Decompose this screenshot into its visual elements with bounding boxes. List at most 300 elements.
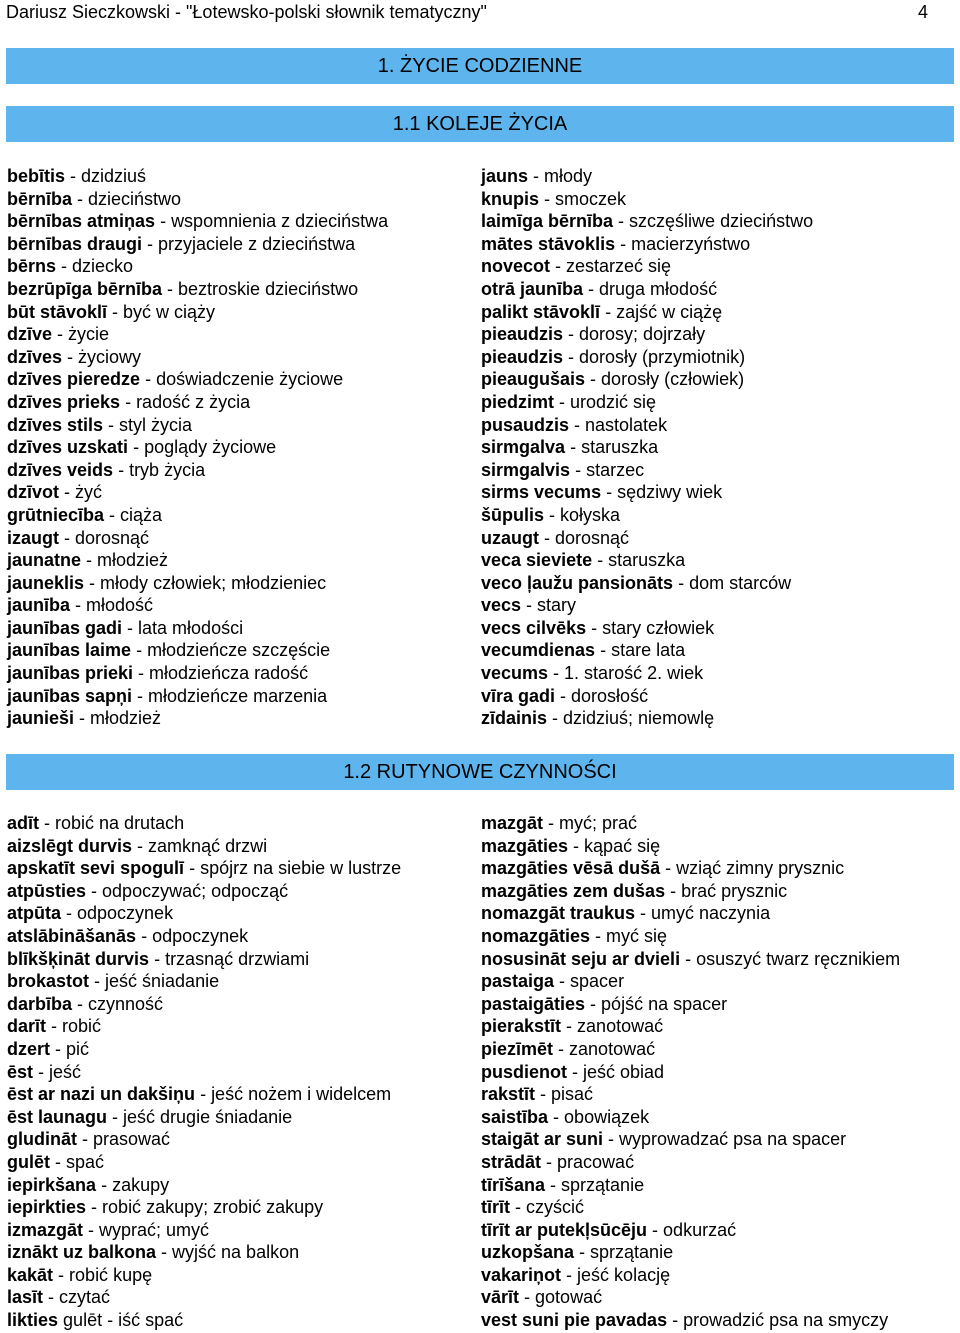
dictionary-entry (481, 255, 813, 278)
dictionary-entry (7, 323, 388, 346)
entry-term: laimīga bērnība (481, 211, 614, 232)
entry-term: iepirkties (7, 1197, 87, 1218)
entry-separator: - (592, 550, 609, 571)
entry-term: bezrūpīga bērnība (7, 278, 163, 299)
entry-definition: gotować (535, 1287, 603, 1308)
entry-definition: kąpać się (584, 835, 661, 856)
entry-definition: sprzątanie (561, 1174, 645, 1195)
entry-separator: - (667, 1310, 684, 1331)
entry-definition: dzidziuś (81, 166, 147, 186)
dictionary-entry (7, 278, 388, 301)
dictionary-entry (481, 527, 813, 550)
section-heading-1: 1.1 KOLEJE ŻYCIA (6, 106, 954, 142)
entry-definition: wyprowadzać psa na spacer (619, 1129, 847, 1150)
dictionary-entry (481, 1286, 900, 1309)
entry-definition: młody (544, 166, 593, 186)
entry-separator: - (131, 640, 148, 661)
entry-definition: wyprać; umyć (99, 1219, 210, 1240)
entry-definition: zestarzeć się (566, 256, 672, 277)
entry-term: pusdienot (481, 1061, 567, 1082)
entry-separator: - (567, 1061, 583, 1082)
dictionary-entry (7, 970, 401, 993)
entry-term: kakāt (7, 1264, 54, 1285)
entry-definition: tryb życia (129, 459, 206, 480)
entry-term: sirmgalvis (481, 459, 571, 480)
entry-definition: robić zakupy; zrobić zakupy (102, 1197, 324, 1218)
dictionary-entry (481, 1264, 900, 1287)
section-2-left-column (7, 812, 401, 1332)
entry-term: vārīt (481, 1287, 520, 1308)
dictionary-entry (481, 549, 813, 572)
entry-term: tīrīt ar putekļsūcēju (481, 1219, 648, 1240)
entry-definition: druga młodość (599, 278, 718, 299)
entry-definition: radość z życia (136, 391, 251, 412)
entry-definition: trzasnąć drzwiami (165, 948, 310, 969)
entry-definition: zanotować (577, 1016, 664, 1037)
entry-definition: młodzieńcza radość (149, 663, 309, 684)
dictionary-entry (481, 1174, 900, 1197)
entry-separator: - (59, 527, 75, 548)
entry-separator: - (83, 1219, 100, 1240)
entry-definition: wziąć zimny prysznic (676, 858, 845, 879)
entry-definition: myć; prać (559, 813, 638, 833)
entry-definition: iść spać (118, 1310, 184, 1331)
dictionary-entry (481, 233, 813, 256)
dictionary-entry (481, 1151, 900, 1174)
entry-term: ēst (7, 1061, 34, 1082)
entry-definition: szczęśliwe dzieciństwo (629, 211, 814, 232)
dictionary-entry (7, 948, 401, 971)
entry-definition: dziecko (72, 256, 134, 277)
dictionary-entry (7, 1106, 401, 1129)
dictionary-entry (7, 1038, 401, 1061)
dictionary-entry (7, 414, 388, 437)
entry-definition: staruszka (581, 437, 659, 458)
dictionary-entry (481, 857, 900, 880)
dictionary-entry (7, 1264, 401, 1287)
dictionary-entry (7, 255, 388, 278)
dictionary-entry (481, 301, 813, 324)
entry-separator: - (89, 971, 106, 992)
dictionary-entry (7, 1241, 401, 1264)
entry-definition: jeść śniadanie (105, 971, 220, 992)
entry-term: mazgāties zem dušas (481, 880, 666, 901)
entry-term: brokastot (7, 971, 90, 992)
entry-separator: - (547, 708, 564, 729)
entry-term: pieaugušais (481, 369, 586, 390)
entry-separator: - (43, 1287, 60, 1308)
section-2-right-column (481, 812, 900, 1332)
section-1-right-column (481, 165, 813, 730)
entry-term: sirms vecums (481, 482, 602, 503)
entry-definition: pić (66, 1038, 90, 1059)
entry-separator: - (586, 617, 603, 638)
dictionary-entry (481, 459, 813, 482)
entry-separator: - (554, 391, 571, 412)
entry-separator: - (590, 925, 607, 946)
entry-definition: dorosłość (571, 685, 649, 706)
dictionary-entry (7, 1219, 401, 1242)
section-heading-2: 1.2 RUTYNOWE CZYNNOŚCI (6, 754, 954, 790)
dictionary-entry (481, 1309, 900, 1332)
entry-separator: - (585, 369, 602, 390)
dictionary-entry (481, 278, 813, 301)
entry-definition: odpoczynek (77, 903, 174, 924)
entry-term: likties (7, 1310, 59, 1331)
entry-separator: - (565, 437, 582, 458)
dictionary-entry (7, 707, 388, 730)
entry-separator: - (72, 993, 89, 1014)
entry-term: atslābināšanās (7, 925, 137, 946)
entry-definition: młody człowiek; młodzieniec (100, 572, 327, 593)
entry-term: dzīves prieks (7, 391, 121, 412)
dictionary-entry (481, 1083, 900, 1106)
entry-term-extra: gulēt (63, 1310, 103, 1331)
entry-separator: - (574, 1242, 591, 1263)
entry-term: jauneklis (7, 572, 85, 593)
entry-definition: być w ciąży (123, 301, 216, 322)
entry-definition: dorosnąć (555, 527, 630, 548)
dictionary-entry (7, 1196, 401, 1219)
entry-term: saistība (481, 1106, 549, 1127)
entry-separator: - (544, 504, 561, 525)
entry-separator: - (603, 1129, 620, 1150)
dictionary-entry (481, 368, 813, 391)
entry-term: nomazgāt traukus (481, 903, 636, 924)
entry-separator: - (554, 971, 571, 992)
entry-term: jaunības gadi (7, 617, 123, 638)
entry-separator: - (50, 1151, 66, 1172)
dictionary-entry (481, 391, 813, 414)
entry-term: staigāt ar suni (481, 1129, 604, 1150)
dictionary-entry (481, 323, 813, 346)
entry-term: pieaudzis (481, 346, 564, 367)
entry-separator: - (162, 278, 179, 299)
entry-term: jaunības sapņi (7, 685, 133, 706)
entry-term: aizslēgt durvis (7, 835, 133, 856)
entry-separator: - (136, 925, 153, 946)
dictionary-entry (7, 301, 388, 324)
entry-separator: - (521, 595, 538, 616)
entry-term: ēst launagu (7, 1106, 108, 1127)
entry-definition: czynność (88, 993, 164, 1014)
dictionary-entry (481, 481, 813, 504)
entry-term: atpūsties (7, 880, 87, 901)
entry-definition: młodzież (90, 708, 162, 729)
dictionary-entry (7, 165, 388, 188)
entry-term: otrā jaunība (481, 278, 584, 299)
entry-definition: spójrz na siebie w lustrze (200, 858, 402, 879)
entry-term: apskatīt sevi spogulī (7, 858, 185, 879)
entry-separator: - (563, 324, 580, 345)
entry-separator: - (39, 813, 56, 833)
entry-separator: - (569, 414, 586, 435)
chapter-heading: 1. ŻYCIE CODZIENNE (6, 48, 954, 84)
entry-term: vecs cilvēks (481, 617, 587, 638)
entry-term: sirmgalva (481, 437, 566, 458)
dictionary-entry (7, 549, 388, 572)
entry-separator: - (70, 595, 87, 616)
dictionary-entry (481, 639, 813, 662)
entry-separator: - (107, 1106, 124, 1127)
dictionary-entry (481, 1128, 900, 1151)
entry-separator: - (72, 188, 89, 209)
entry-separator: - (59, 482, 75, 503)
entry-term: uzkopšana (481, 1242, 575, 1263)
entry-separator: - (635, 903, 652, 924)
entry-term: vīra gadi (481, 685, 556, 706)
entry-definition: odpoczywać; odpocząć (102, 880, 289, 901)
entry-separator: - (535, 1084, 552, 1105)
entry-term: jaunības laime (7, 640, 132, 661)
entry-separator: - (56, 256, 73, 277)
entry-term: rakstīt (481, 1084, 536, 1105)
entry-term: šūpulis (481, 504, 545, 525)
entry-term: iepirkšana (7, 1174, 97, 1195)
entry-term: pastaiga (481, 971, 555, 992)
entry-definition: robić (62, 1016, 102, 1037)
entry-term: pierakstīt (481, 1016, 562, 1037)
entry-term: nosusināt seju ar dvieli (481, 948, 681, 969)
entry-definition: prasować (93, 1129, 171, 1150)
entry-separator: - (149, 948, 166, 969)
entry-separator: - (555, 685, 572, 706)
entry-separator: - (539, 527, 555, 548)
entry-term: adīt (7, 813, 40, 833)
entry-separator: - (77, 1129, 93, 1150)
dictionary-entry (7, 210, 388, 233)
entry-separator: - (84, 572, 101, 593)
dictionary-entry (7, 685, 388, 708)
dictionary-entry (7, 391, 388, 414)
entry-separator: - (107, 301, 124, 322)
entry-definition: wyjść na balkon (172, 1242, 300, 1263)
entry-separator: - (74, 708, 91, 729)
entry-definition: dorosnąć (75, 527, 150, 548)
entry-definition: spać (66, 1151, 105, 1172)
entry-separator: - (550, 256, 567, 277)
entry-definition: doświadczenie życiowe (156, 369, 344, 390)
entry-definition: kołyska (560, 504, 621, 525)
entry-separator: - (140, 369, 157, 390)
entry-separator: - (601, 482, 618, 503)
entry-definition: dorosły (człowiek) (601, 369, 745, 390)
dictionary-entry (7, 233, 388, 256)
entry-term: jaunieši (7, 708, 75, 729)
entry-separator: - (510, 1197, 526, 1218)
entry-term: grūtniecība (7, 504, 105, 525)
entry-definition: młodzieńcze szczęście (147, 640, 331, 661)
entry-definition: zamknąć drzwi (148, 835, 268, 856)
dictionary-entry (481, 617, 813, 640)
entry-term: bērnības draugi (7, 233, 143, 254)
entry-separator: - (81, 550, 98, 571)
entry-term: dzīves pieredze (7, 369, 141, 390)
entry-separator: - (50, 1038, 67, 1059)
entry-separator: - (561, 1264, 578, 1285)
entry-term: jaunatne (7, 550, 82, 571)
entry-term: piedzimt (481, 391, 555, 412)
entry-separator: - (665, 880, 682, 901)
entry-term: izaugt (7, 527, 59, 548)
entry-definition: żyć (75, 482, 102, 503)
entry-term: bērnības atmiņas (7, 211, 156, 232)
entry-definition: spacer (570, 971, 625, 992)
entry-definition: dom starców (689, 572, 792, 593)
entry-definition: zajść w ciążę (616, 301, 723, 322)
entry-separator: - (65, 166, 82, 186)
entry-definition: starzec (586, 459, 645, 480)
entry-separator: - (660, 858, 677, 879)
entry-definition: stary (537, 595, 577, 616)
entry-definition: stary człowiek (602, 617, 715, 638)
entry-term: dzīves uzskati (7, 437, 129, 458)
dictionary-entry (481, 504, 813, 527)
entry-term: vecumdienas (481, 640, 596, 661)
dictionary-entry (7, 902, 401, 925)
entry-definition: zanotować (569, 1038, 656, 1059)
entry-separator: - (615, 233, 632, 254)
entry-separator: - (548, 1106, 565, 1127)
entry-term: bebītis (7, 166, 66, 186)
entry-term: jaunības prieki (7, 663, 134, 684)
entry-separator: - (647, 1219, 664, 1240)
entry-separator: - (102, 1310, 119, 1331)
entry-separator: - (195, 1084, 212, 1105)
entry-term: mazgāties (481, 835, 569, 856)
entry-separator: - (96, 1174, 113, 1195)
entry-separator: - (132, 835, 149, 856)
entry-term: tīrīšana (481, 1174, 546, 1195)
dictionary-entry (481, 1196, 900, 1219)
dictionary-entry (481, 436, 813, 459)
dictionary-entry (7, 1286, 401, 1309)
entry-definition: urodzić się (570, 391, 657, 412)
dictionary-entry (7, 572, 388, 595)
entry-term: dzīve (7, 324, 53, 345)
entry-definition: młodzieńcze marzenia (148, 685, 328, 706)
dictionary-entry (7, 368, 388, 391)
entry-definition: ciąża (120, 504, 163, 525)
entry-term: jauns (481, 166, 529, 186)
page-header (6, 0, 936, 26)
entry-term: atpūta (7, 903, 61, 924)
entry-separator: - (86, 1197, 103, 1218)
entry-term: pastaigāties (481, 993, 586, 1014)
dictionary-entry (481, 1061, 900, 1084)
entry-term: uzaugt (481, 527, 539, 548)
entry-separator: - (132, 685, 149, 706)
entry-separator: - (156, 1242, 173, 1263)
entry-term: gludināt (7, 1129, 77, 1150)
entry-separator: - (600, 301, 617, 322)
entry-definition: pójść na spacer (601, 993, 728, 1014)
dictionary-entry (481, 902, 900, 925)
entry-term: vest suni pie pavadas (481, 1310, 668, 1331)
entry-definition: przyjaciele z dzieciństwa (158, 233, 356, 254)
entry-term: bērnība (7, 188, 73, 209)
dictionary-entry (7, 993, 401, 1016)
entry-definition: macierzyństwo (631, 233, 751, 254)
entry-separator: - (680, 948, 697, 969)
entry-term: veca sieviete (481, 550, 593, 571)
entry-term: izmazgāt (7, 1219, 84, 1240)
dictionary-entry (7, 346, 388, 369)
entry-term: tīrīt (481, 1197, 510, 1218)
entry-definition: wspomnienia z dzieciństwa (171, 211, 389, 232)
dictionary-entry (481, 835, 900, 858)
entry-definition: jeść (49, 1061, 82, 1082)
entry-term: knupis (481, 188, 540, 209)
entry-term: vecs (481, 595, 522, 616)
entry-definition: dorosy; dojrzały (579, 324, 706, 345)
entry-term: jaunība (7, 595, 71, 616)
entry-separator: - (61, 903, 77, 924)
dictionary-entry (7, 1128, 401, 1151)
dictionary-entry (7, 662, 388, 685)
entry-separator: - (53, 1264, 70, 1285)
entry-separator: - (155, 211, 172, 232)
entry-separator: - (519, 1287, 536, 1308)
dictionary-entry (7, 188, 388, 211)
entry-definition: jeść kolację (577, 1264, 671, 1285)
dictionary-entry (481, 346, 813, 369)
entry-term: dzīves veids (7, 459, 114, 480)
entry-term: blīkšķināt durvis (7, 948, 150, 969)
entry-term: dzīves stils (7, 414, 104, 435)
entry-separator: - (539, 188, 556, 209)
dictionary-entry (7, 527, 388, 550)
entry-definition: sprzątanie (590, 1242, 674, 1263)
dictionary-entry (7, 504, 388, 527)
entry-separator: - (541, 1151, 558, 1172)
entry-separator: - (62, 346, 79, 367)
dictionary-entry (7, 1015, 401, 1038)
entry-separator: - (103, 414, 120, 435)
dictionary-entry (7, 617, 388, 640)
entry-term: dzīvot (7, 482, 59, 503)
entry-definition: życiowy (78, 346, 142, 367)
dictionary-entry (7, 880, 401, 903)
dictionary-entry (7, 1083, 401, 1106)
dictionary-entry (7, 459, 388, 482)
entry-separator: - (33, 1061, 50, 1082)
entry-term: veco ļaužu pansionāts (481, 572, 674, 593)
entry-term: nomazgāties (481, 925, 591, 946)
entry-definition: sędziwy wiek (617, 482, 723, 503)
entry-definition: jeść nożem i widelcem (211, 1084, 392, 1105)
dictionary-entry (481, 1219, 900, 1242)
entry-definition: nastolatek (585, 414, 668, 435)
entry-term: lasīt (7, 1287, 44, 1308)
entry-definition: prowadzić psa na smyczy (683, 1310, 889, 1331)
entry-term: mātes stāvoklis (481, 233, 616, 254)
entry-separator: - (595, 640, 612, 661)
dictionary-entry (481, 662, 813, 685)
entry-term: darīt (7, 1016, 47, 1037)
entry-definition: staruszka (608, 550, 686, 571)
dictionary-entry (7, 594, 388, 617)
entry-term: mazgāties vēsā dušā (481, 858, 661, 879)
dictionary-entry (481, 812, 900, 835)
dictionary-entry (481, 1015, 900, 1038)
entry-separator: - (142, 233, 159, 254)
entry-definition: dzieciństwo (88, 188, 182, 209)
dictionary-entry (7, 812, 401, 835)
entry-separator: - (184, 858, 201, 879)
entry-term: mazgāt (481, 813, 544, 833)
entry-term: pusaudzis (481, 414, 570, 435)
